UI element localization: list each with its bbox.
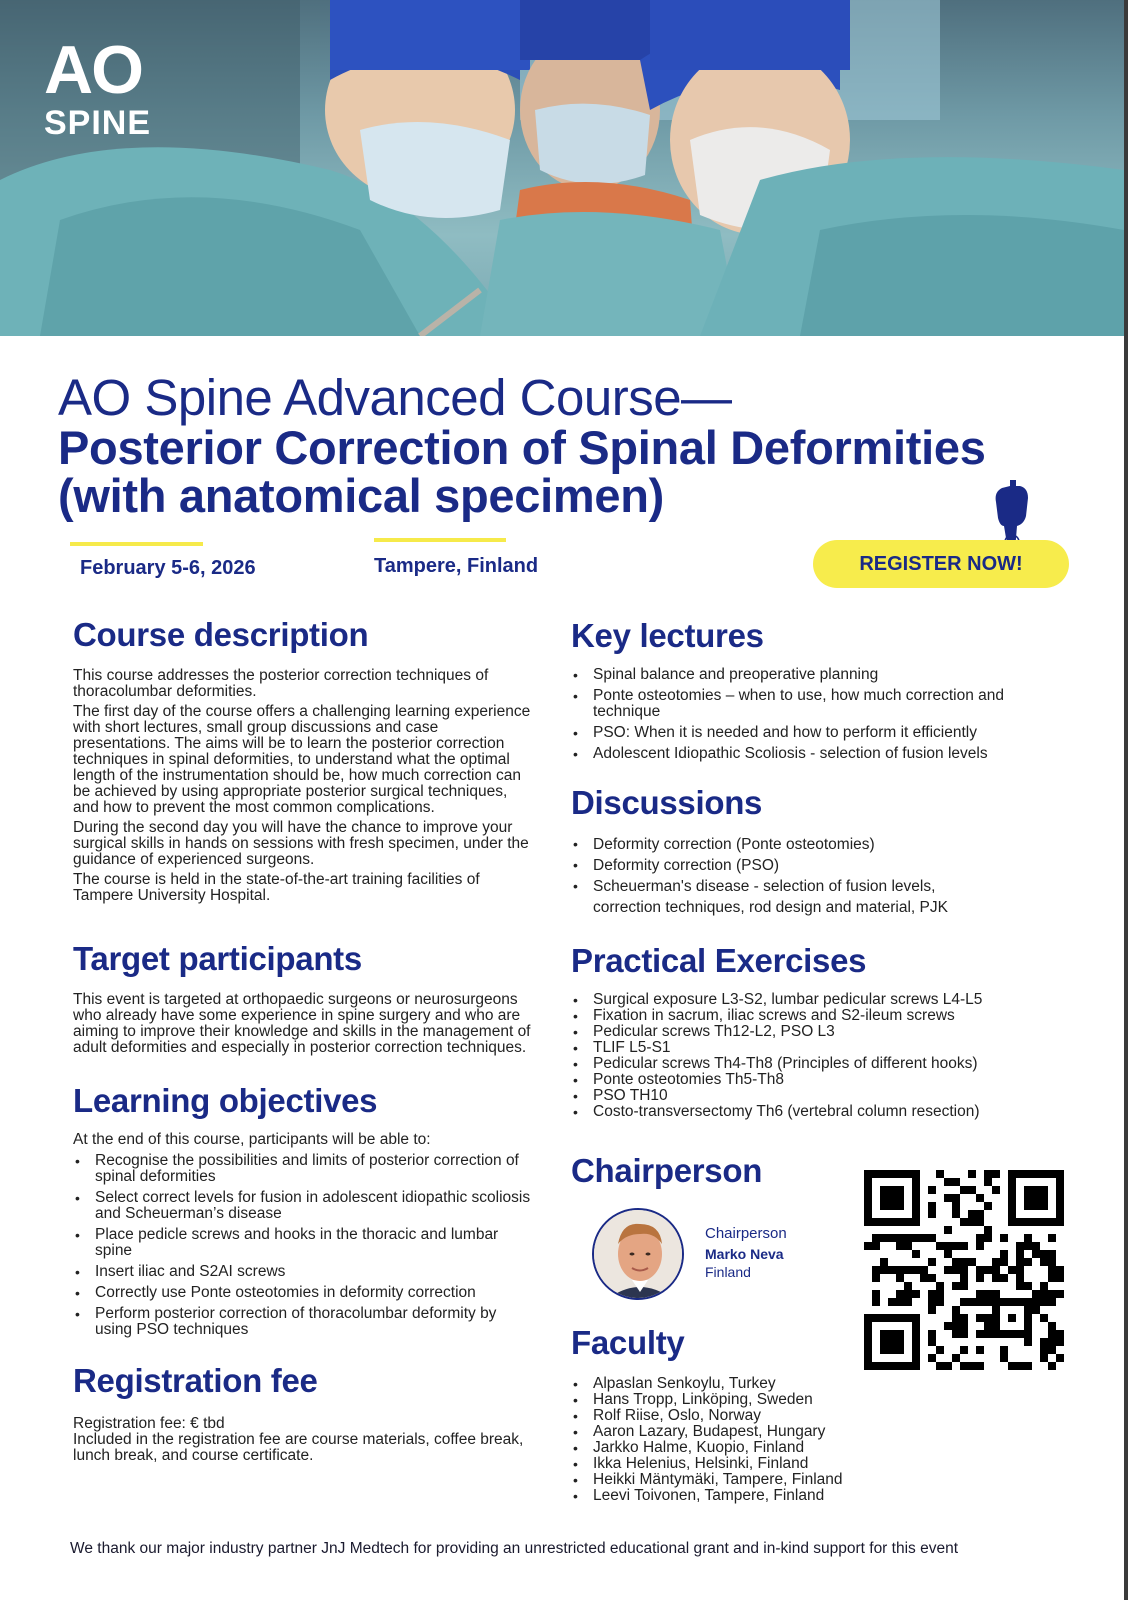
hero-photo (0, 0, 1124, 336)
registration-fee-section (73, 1362, 533, 1464)
logo-spine-text: SPINE (44, 104, 152, 142)
chairperson-role: Chairperson (705, 1225, 787, 1242)
list-item: • Costo-transversectomy Th6 (vertebral column resection) (571, 1104, 1051, 1120)
registration-qr-code[interactable] (864, 1170, 1064, 1370)
learning-objectives-list (73, 1153, 533, 1338)
discussions-list (571, 834, 1001, 918)
key-lectures-list (571, 667, 1051, 762)
title-line-3: (with anatomical specimen) (58, 469, 664, 522)
course-description-heading: Course description (73, 616, 369, 653)
practical-exercises-heading: Practical Exercises (571, 942, 867, 979)
course-description-paragraph: This course addresses the posterior correction techniques of thoracolumbar deformities. (73, 667, 489, 700)
chairperson-portrait (594, 1210, 684, 1300)
faculty-list (571, 1376, 871, 1504)
faculty-section (571, 1324, 871, 1504)
registration-fee-amount: Registration fee: € tbd (73, 1415, 225, 1432)
list-item: • Correctly use Ponte osteotomies in deformity correction (73, 1285, 533, 1301)
course-title (58, 369, 1058, 522)
list-item: • Recognise the possibilities and limits of posterior correction of spinal deformities (73, 1153, 533, 1185)
list-item: • Select correct levels for fusion in adolescent idiopathic scoliosis and Scheuerman’s disease (73, 1190, 533, 1222)
faculty-heading: Faculty (571, 1324, 685, 1361)
register-now-button[interactable]: REGISTER NOW! (813, 540, 1069, 588)
course-description-text (73, 668, 533, 904)
event-location: Tampere, Finland (374, 555, 539, 577)
list-item: • Hans Tropp, Linköping, Sweden (571, 1392, 871, 1408)
list-item: • Place pedicle screws and hooks in the thoracic and lumbar spine (73, 1227, 533, 1259)
chairperson-section (571, 1152, 762, 1190)
sponsor-acknowledgement: We thank our major industry partner JnJ Medtech for providing an unrestricted educational grant and in-kind support for this event (70, 1540, 958, 1557)
list-item: • Aaron Lazary, Budapest, Hungary (571, 1424, 871, 1440)
list-item: • Insert iliac and S2AI screws (73, 1264, 533, 1280)
learning-objectives-section (73, 1082, 533, 1343)
target-participants-text: This event is targeted at orthopaedic surgeons or neurosurgeons who already have some experience in spine surgery and who are aiming to improve their knowledge and skills in the management of adult deformities and especially in posterior correction techniques. (73, 991, 531, 1056)
list-item: • Jarkko Halme, Kuopio, Finland (571, 1440, 871, 1456)
registration-fee-includes: Included in the registration fee are course materials, coffee break, lunch break, and course certificate. (73, 1431, 524, 1464)
list-item: • Ponte osteotomies Th5-Th8 (571, 1072, 1051, 1088)
key-lectures-heading: Key lectures (571, 617, 764, 654)
target-participants-heading: Target participants (73, 940, 362, 977)
chairperson-name: Marko Neva (705, 1246, 784, 1262)
chairperson-avatar (592, 1208, 684, 1300)
course-description-paragraph: During the second day you will have the chance to improve your surgical skills in hands on sessions with fresh specimen, under the guidance of experienced surgeons. (73, 819, 529, 868)
logo-ao-text: AO (44, 32, 142, 108)
page-edge (1124, 0, 1128, 1600)
practical-exercises-list (571, 992, 1051, 1120)
course-description-paragraph: The first day of the course offers a challenging learning experience with short lectures, small group discussions and case presentations. The aims will be to learn the posterior correction techniques in spinal deformities, to understand what the optimal length of the instrumentation should be, how much correction can be achieved by using appropriate posterior surgical techniques, and how to prevent the most common complications. (73, 703, 531, 816)
registration-fee-heading: Registration fee (73, 1362, 318, 1399)
list-item: • Heikki Mäntymäki, Tampere, Finland (571, 1472, 871, 1488)
course-description-paragraph: The course is held in the state-of-the-art training facilities of Tampere University Hospital. (73, 871, 480, 904)
list-item: • Pedicular screws Th12-L2, PSO L3 (571, 1024, 1051, 1040)
practical-exercises-section (571, 942, 1051, 1120)
list-item: • PSO TH10 (571, 1088, 1051, 1104)
list-item: • Perform posterior correction of thoracolumbar deformity by using PSO techniques (73, 1306, 533, 1338)
list-item: • Fixation in sacrum, iliac screws and S2-ileum screws (571, 1008, 1051, 1024)
list-item: • Adolescent Idiopathic Scoliosis - selection of fusion levels (571, 746, 1051, 762)
list-item: • Deformity correction (Ponte osteotomies) (571, 834, 1001, 855)
list-item: • Surgical exposure L3-S2, lumbar pedicular screws L4-L5 (571, 992, 1051, 1008)
location-accent-line (374, 538, 506, 542)
title-line-1: AO Spine Advanced Course— (58, 369, 732, 426)
date-accent-line (70, 542, 203, 546)
list-item: • Scheuerman's disease - selection of fusion levels, correction techniques, rod design and material, PJK (571, 876, 1001, 918)
list-item: • Alpaslan Senkoylu, Turkey (571, 1376, 871, 1392)
list-item: • Pedicular screws Th4-Th8 (Principles of different hooks) (571, 1056, 1051, 1072)
list-item: • Spinal balance and preoperative planning (571, 667, 1051, 683)
ao-spine-logo (44, 32, 152, 142)
discussions-section (571, 784, 1001, 918)
list-item: • PSO: When it is needed and how to perform it efficiently (571, 725, 1051, 741)
chairperson-country: Finland (705, 1264, 751, 1280)
chairperson-heading: Chairperson (571, 1152, 763, 1189)
list-item: • Rolf Riise, Oslo, Norway (571, 1408, 871, 1424)
list-item: • Deformity correction (PSO) (571, 855, 1001, 876)
surgeons-illustration (0, 0, 1124, 336)
course-description-section (73, 616, 533, 908)
discussions-heading: Discussions (571, 784, 763, 821)
learning-objectives-intro: At the end of this course, participants will be able to: (73, 1131, 431, 1148)
list-item: • Ponte osteotomies – when to use, how much correction and technique (571, 688, 1051, 720)
chairperson-info (705, 1225, 787, 1280)
key-lectures-section (571, 617, 1051, 767)
event-date: February 5-6, 2026 (80, 557, 256, 579)
list-item: • TLIF L5-S1 (571, 1040, 1051, 1056)
title-line-2: Posterior Correction of Spinal Deformities (58, 421, 986, 474)
list-item: • Ikka Helenius, Helsinki, Finland (571, 1456, 871, 1472)
learning-objectives-heading: Learning objectives (73, 1082, 378, 1119)
list-item: • Leevi Toivonen, Tampere, Finland (571, 1488, 871, 1504)
target-participants-section (73, 940, 533, 1056)
